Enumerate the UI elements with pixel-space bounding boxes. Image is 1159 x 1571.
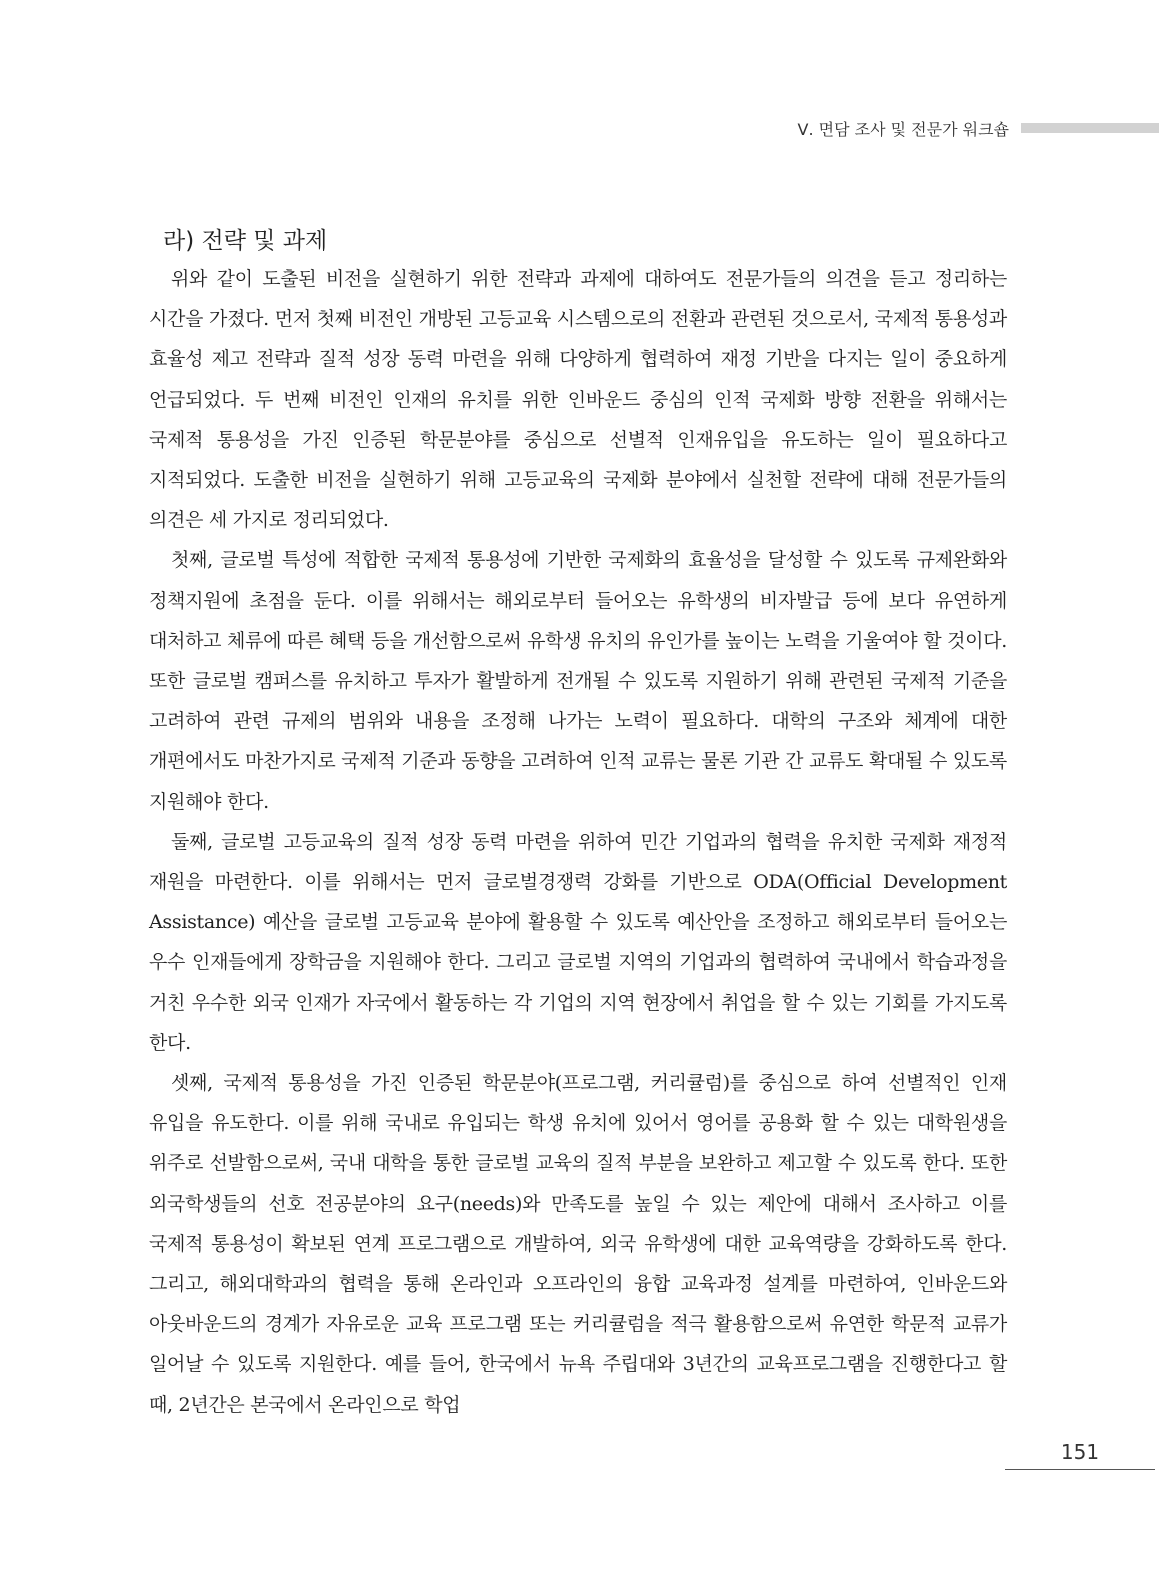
paragraph-third: 셋째, 국제적 통용성을 가진 인증된 학문분야(프로그램, 커리큘럼)를 중심으로 하여 선별적인 인재 유입을 유도한다. 이를 위해 국내로 유입되는 학생 유치에 있어서 영어를 공용화 할 수 있는 대학원생을 위주로 선발함으로써, 국내 대학을 통한 글로벌 교육의 질적 부분을 보완하고 제고할 수 있도록 한다. 또한 외국학생들의 선호 전공분야의 요구(needs)와 만족도를 높일 수 있는 제안에 대해서 조사하고 이를 국제적 통용성이 확보된 연계 프로그램으로 개발하여, 외국 유학생에 대한 교육역량을 강화하도록 한다. 그리고, 해외대학과의 협력을 통해 온라인과 오프라인의 융합 교육과정 설계를 마련하여, 인바운드와 아웃바운드의 경계가 자유로운 교육 프로그램 또는 커리큘럼을 적극 활용함으로써 유연한 학문적 교류가 일어날 수 있도록 지원한다. 예를 들어, 한국에서 뉴욕 주립대와 3년간의 교육프로그램을 진행한다고 할 때, 2년간은 본국에서 온라인으로 학업 bbox=[149, 1072, 1007, 1416]
section-heading: 라) 전략 및 과제 bbox=[163, 228, 328, 254]
paragraph-intro: 위와 같이 도출된 비전을 실현하기 위한 전략과 과제에 대하여도 전문가들의 의견을 듣고 정리하는 시간을 가졌다. 먼저 첫째 비전인 개방된 고등교육 시스템으로의 전환과 관련된 것으로서, 국제적 통용성과 효율성 제고 전략과 질적 성장 동력 마련을 위해 다양하게 협력하여 재정 기반을 다지는 일이 중요하게 언급되었다. 두 번째 비전인 인재의 유치를 위한 인바운드 중심의 인적 국제화 방향 전환을 위해서는 국제적 통용성을 가진 인증된 학문분야를 중심으로 선별적 인재유입을 유도하는 일이 필요하다고 지적되었다. 도출한 비전을 실현하기 위해 고등교육의 국제화 분야에서 실천할 전략에 대해 전문가들의 의견은 세 가지로 정리되었다. bbox=[149, 268, 1007, 532]
paragraph-first: 첫째, 글로벌 특성에 적합한 국제적 통용성에 기반한 국제화의 효율성을 달성할 수 있도록 규제완화와 정책지원에 초점을 둔다. 이를 위해서는 해외로부터 들어오는 유학생의 비자발급 등에 보다 유연하게 대처하고 체류에 따른 혜택 등을 개선함으로써 유학생 유치의 유인가를 높이는 노력을 기울여야 할 것이다. 또한 글로벌 캠퍼스를 유치하고 투자가 활발하게 전개될 수 있도록 지원하기 위해 관련된 국제적 기준을 고려하여 관련 규제의 범위와 내용을 조정해 나가는 노력이 필요하다. 대학의 구조와 체계에 대한 개편에서도 마찬가지로 국제적 기준과 동향을 고려하여 인적 교류는 물론 기관 간 교류도 확대될 수 있도록 지원해야 한다. bbox=[149, 549, 1007, 813]
paragraph-second: 둘째, 글로벌 고등교육의 질적 성장 동력 마련을 위하여 민간 기업과의 협력을 유치한 국제화 재정적 재원을 마련한다. 이를 위해서는 먼저 글로벌경쟁력 강화를 기반으로 ODA(Official Development Assistance) 예산을 글로벌 고등교육 분야에 활용할 수 있도록 예산안을 조정하고 해외로부터 들어오는 우수 인재들에게 장학금을 지원해야 한다. 그리고 글로벌 지역의 기업과의 협력하여 국내에서 학습과정을 거친 우수한 외국 인재가 자국에서 활동하는 각 기업의 지역 현장에서 취업을 할 수 있는 기회를 가지도록 한다. bbox=[149, 830, 1007, 1054]
body-text bbox=[149, 259, 1007, 1425]
page-number-rule bbox=[1005, 1469, 1155, 1470]
running-header bbox=[798, 116, 1159, 140]
header-bar bbox=[1021, 123, 1159, 133]
page-number: 151 bbox=[1060, 1440, 1100, 1464]
chapter-title: Ⅴ. 면담 조사 및 전문가 워크숍 bbox=[797, 119, 1009, 139]
